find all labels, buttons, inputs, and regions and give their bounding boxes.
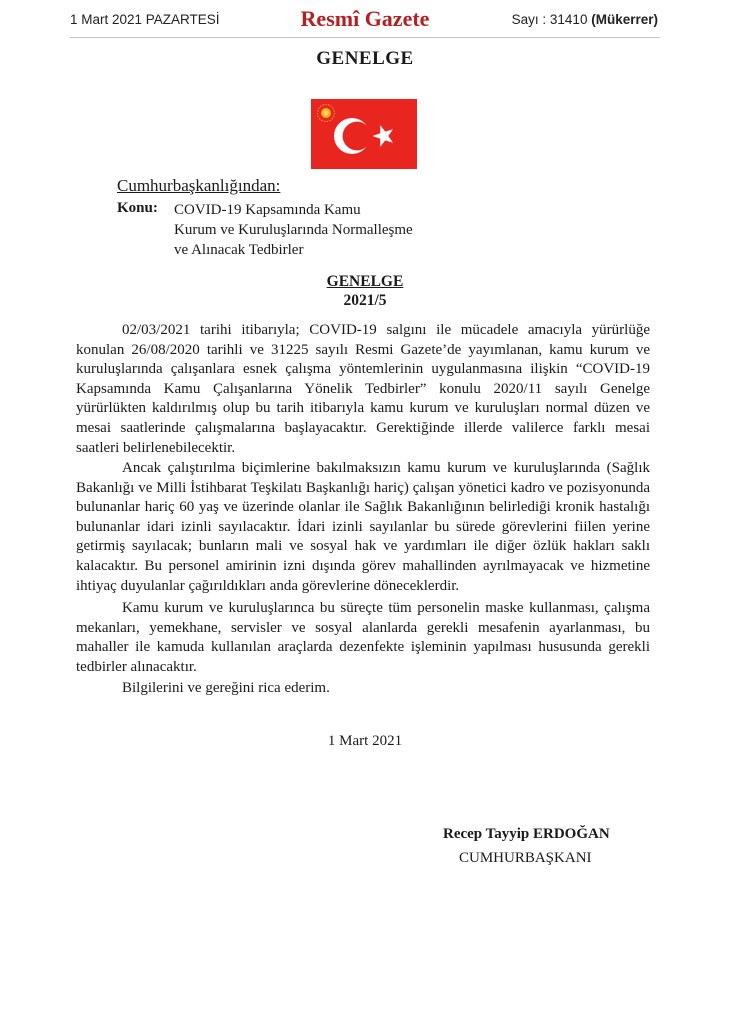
turkish-flag-icon <box>311 99 417 169</box>
signatory-title: CUMHURBAŞKANI <box>459 850 592 866</box>
issue-number <box>512 12 658 27</box>
issuing-authority: Cumhurbaşkanlığından: <box>117 176 281 195</box>
body-paragraph-3 <box>76 599 650 677</box>
header-divider <box>70 37 660 38</box>
circular-heading <box>0 272 730 310</box>
subject-line: Kurum ve Kuruluşlarında Normalleşme <box>174 222 413 238</box>
issue-label: Sayı : 31410 <box>511 12 588 27</box>
paragraph-text: Kamu kurum ve kuruluşlarınca bu süreçte tüm personelin maske kullanması, çalışma mekanları, yemekhane, servisler ve sosyal alanlarda gerekli mesafenin ayarlanması, bu mahaller ile kamuda kullanılan araçlarda dezenfekte işleminin yapılması hususunda gerekli tedbirler alınacaktır. <box>76 600 650 675</box>
subject-line: COVID-19 Kapsamında Kamu <box>174 202 361 218</box>
document-type-title: GENELGE <box>316 48 414 69</box>
circular-title: GENELGE <box>326 273 404 290</box>
subject-text <box>174 200 474 260</box>
paragraph-text: Bilgilerini ve gereğini rica ederim. <box>122 680 330 696</box>
header-date: 1 Mart 2021 PAZARTESİ <box>70 12 220 27</box>
body-paragraph-1 <box>76 321 650 458</box>
closing-sentence <box>76 679 650 699</box>
subject-label: Konu: <box>117 200 158 216</box>
paragraph-text: Ancak çalıştırılma biçimlerine bakılmaksızın kamu kurum ve kuruluşlarında (Sağlık Bakanlığı ve Milli İstihbarat Teşkilatı Başkanlığı hariç) çalışan yönetici kadro ve pozisyonunda bulunanlar hariç 60 yaş ve üzerinde olanlar ile Sağlık Bakanlığının belirlediği kronik hastalığı bulunanlar idari izinli sayılacaktır. İdari izinli sayılanlar bu sürede görevlerini fiilen yerine getirmiş sayılacak; bunların mali ve sosyal hak ve yardımları ile diğer özlük hakları saklı kalacaktır. Bu personel amirinin izni dışında görev mahallinden ayrılmayacak ve hizmetine ihtiyaç duyulanlar çağırıldıkları anda görevlerine döneceklerdir. <box>76 460 650 594</box>
document-date: 1 Mart 2021 <box>327 733 403 749</box>
circular-number: 2021/5 <box>343 292 387 309</box>
body-paragraph-2 <box>76 459 650 596</box>
paragraph-text: 02/03/2021 tarihi itibarıyla; COVID-19 salgını ile mücadele amacıyla yürürlüğe konulan 26/08/2020 tarihli ve 31225 sayılı Resmi Gazete’de yayımlanan, kamu kurum ve kuruluşlarında çalışanlara esnek çalışma yöntemlerinin uygulanmasına ilişkin “COVID-19 Kapsamında Kamu Çalışanlarına Yönelik Tedbirler” konulu 2020/11 sayılı Genelge yürürlükten kaldırılmış olup bu tarih itibarıyla kamu kurum ve kuruluşları normal düzen ve mesai saatlerinde çalışmalarına başlayacaktır. Gerektiğinde illerde valilerce farklı mesai saatleri belirlenebilecektir. <box>76 322 650 456</box>
issue-note: (Mükerrer) <box>591 12 658 27</box>
signatory-name: Recep Tayyip ERDOĞAN <box>443 826 610 842</box>
gazette-title: Resmî Gazete <box>300 6 430 31</box>
subject-line: ve Alınacak Tedbirler <box>174 242 304 258</box>
